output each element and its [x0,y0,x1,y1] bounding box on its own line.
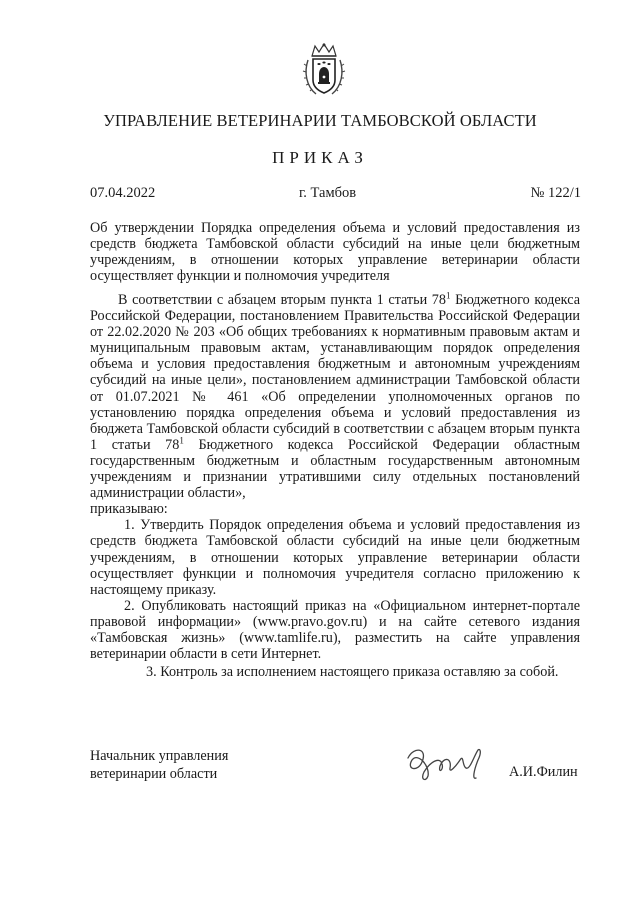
document-date: 07.04.2022 [90,185,156,201]
preamble-part-3: Бюджетного кодекса Российской Федерации областным государственным бюджетным и областным государственным автономным учреждениям и признании утратившими силу отдельных постановлений администрации области», [90,436,580,502]
handwritten-signature [400,736,500,786]
signatory-name: А.И.Филин [509,764,578,780]
position-line-1: Начальник управления [90,748,229,764]
document-body [90,292,580,680]
preamble-paragraph [90,292,580,501]
order-item-2: 2. Опубликовать настоящий приказ на «Официальном интернет-портале правовой информации» (www.pravo.gov.ru) и на сайте сетевого издания «Тамбовская жизнь» (www.tamlife.ru), разместить на сайте управления ветеринарии области в сети Интернет. [90,597,580,663]
preamble-part-1: В соответствии с абзацем вторым пункта 1 статьи 78 [118,292,446,308]
superscript-2: 1 [179,435,184,446]
organization-name: УПРАВЛЕНИЕ ВЕТЕРИНАРИИ ТАМБОВСКОЙ ОБЛАСТИ [103,111,537,130]
order-item-3: 3. Контроль за исполнением настоящего приказа оставляю за собой. [146,664,559,681]
document-title: Об утверждении Порядка определения объема и условий предоставления из средств бюджета Тамбовской области субсидий на иные цели бюджетным учреждениям, в отношении которых управление ветеринарии области осуществляет функции и полномочия учредителя [90,220,580,284]
document-city: г. Тамбов [299,185,357,201]
document-type: ПРИКАЗ [272,148,368,167]
preamble-part-2: Бюджетного кодекса Российской Федерации, постановлением Правительства Российской Федерации от 22.02.2020 № 203 «Об общих требованиях к нормативным правовым актам и муниципальным правовым актам, устанавливающим порядок определения объема и условия предоставления бюджетным и автономным учреждениям субсидий на иные цели», постановлением администрации Тамбовской области от 01.07.2021 № 461 «Об определении уполномоченных органов по установлению порядка определения объема и условий предоставления из бюджета Тамбовской области субсидий в соответствии с абзацем вторым пункта 1 статьи 78 [90,292,580,453]
document-number: № 122/1 [530,185,581,201]
superscript-1: 1 [445,290,451,301]
coat-of-arms-icon [302,42,346,98]
signatory-position [90,747,228,783]
position-line-2: ветеринарии области [90,766,218,782]
order-item-1: 1. Утвердить Порядок определения объема и условий предоставления из средств бюджета Тамбовской области субсидий на иные цели бюджетным учреждениям, в отношении которых управление ветеринарии области осуществляет функции и полномочия учредителя согласно приложению к настоящему приказу. [90,517,580,598]
decree-word: приказываю: [90,501,168,518]
